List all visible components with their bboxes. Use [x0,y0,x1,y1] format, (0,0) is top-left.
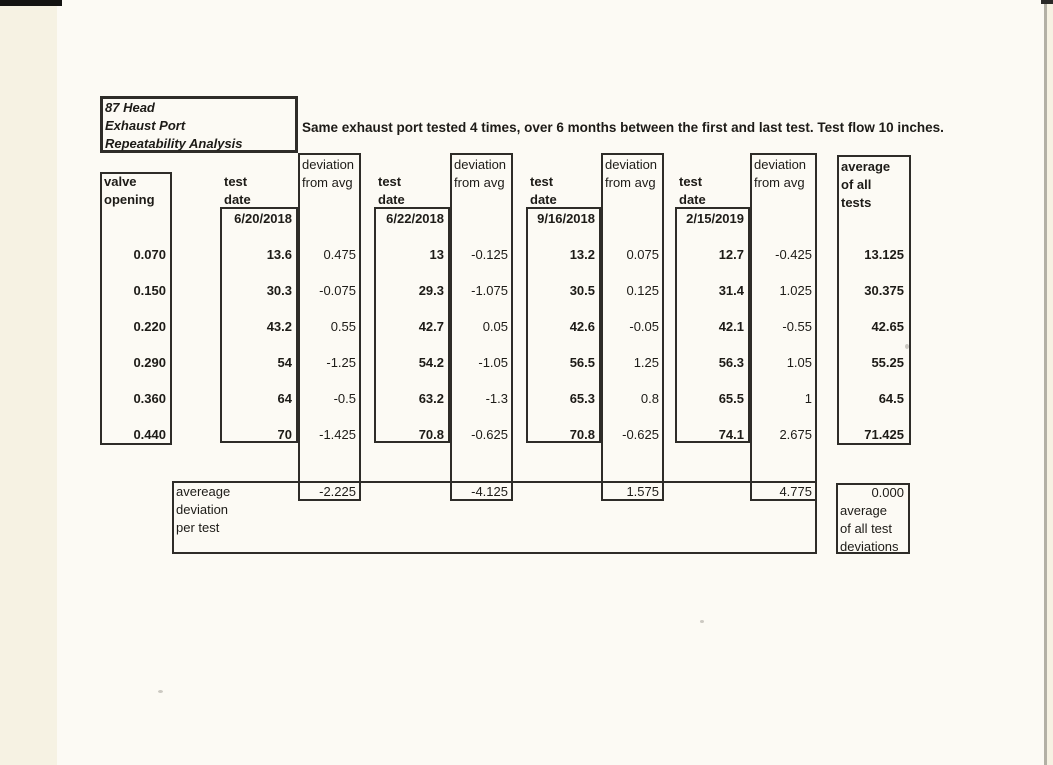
avg-deviation-value: -4.125 [471,484,508,499]
flow-value: 54.2 [418,355,444,370]
scan-speck [158,690,163,693]
flow-value: 13 [429,247,444,262]
deviation-value: -0.075 [319,283,356,298]
deviation-value: 0.55 [330,319,356,334]
valve-value: 0.220 [133,319,166,334]
flow-value: 74.1 [718,427,744,442]
flow-value: 42.6 [569,319,595,334]
deviation-value: 1.25 [633,355,659,370]
test-date-header: test date [530,174,557,207]
flow-value: 42.7 [418,319,444,334]
test-date: 6/20/2018 [234,211,292,226]
deviation-value: -0.625 [622,427,659,442]
overall-deviation-label: average of all test deviations [840,503,899,554]
test-date-header: test date [224,174,251,207]
deviation-value: 2.675 [779,427,812,442]
deviation-value: 0.05 [482,319,508,334]
valve-value: 0.070 [133,247,166,262]
valve-value: 0.290 [133,355,166,370]
valve-header [104,173,155,209]
flow-value: 65.3 [569,391,595,406]
deviation-header: deviation from avg [454,157,507,190]
test-date-header: test date [378,174,405,207]
flow-value: 30.5 [569,283,595,298]
deviation-value: -1.05 [478,355,508,370]
valve-value: 0.360 [133,391,166,406]
deviation-value: 0.075 [626,247,659,262]
scan-edge-right [1044,0,1047,765]
flow-value: 31.4 [718,283,744,298]
average-value: 64.5 [878,391,904,406]
test-date-header: test date [679,174,706,207]
scan-speck [700,620,704,623]
deviation-value: -1.25 [326,355,356,370]
flow-value: 56.5 [569,355,595,370]
valve-header-line: opening [104,192,155,207]
scan-mark-top-right [1041,0,1053,4]
subtitle-note: Same exhaust port tested 4 times, over 6 months between the first and last test. Test flow 10 inches. [302,120,944,135]
scan-strip-top [0,0,62,6]
test-date: 2/15/2019 [686,211,744,226]
flow-value: 30.3 [266,283,292,298]
flow-value: 54 [277,355,292,370]
deviation-value: -0.625 [471,427,508,442]
deviation-value: -0.05 [629,319,659,334]
deviation-value: -0.425 [775,247,812,262]
test-date: 6/22/2018 [386,211,444,226]
flow-value: 43.2 [266,319,292,334]
valve-value: 0.440 [133,427,166,442]
overall-deviation-value: 0.000 [871,485,904,500]
deviation-value: -0.125 [471,247,508,262]
deviation-value: 0.475 [323,247,356,262]
deviation-value: -1.425 [319,427,356,442]
flow-value: 29.3 [418,283,444,298]
deviation-value: 1.025 [779,283,812,298]
flow-value: 64 [277,391,292,406]
flow-value: 42.1 [718,319,744,334]
deviation-header: deviation from avg [302,157,355,190]
deviation-value: -0.55 [782,319,812,334]
valve-header-line: valve [104,174,137,189]
average-value: 55.25 [871,355,904,370]
title-line: Exhaust Port [105,118,186,133]
deviation-value: -1.3 [485,391,508,406]
flow-value: 56.3 [718,355,744,370]
valve-value: 0.150 [133,283,166,298]
average-value: 71.425 [864,427,904,442]
deviation-value: -0.5 [333,391,356,406]
page-title [105,99,243,153]
flow-value: 63.2 [418,391,444,406]
average-header: average of all tests [841,159,891,210]
title-line: 87 Head [105,100,155,115]
avg-deviation-value: -2.225 [319,484,356,499]
flow-value: 13.2 [569,247,595,262]
title-line: Repeatability Analysis [105,136,243,151]
average-value: 30.375 [864,283,904,298]
deviation-value: 1.05 [786,355,812,370]
average-value: 13.125 [864,247,904,262]
deviation-value: 1 [804,391,812,406]
avg-deviation-label: avereage deviation per test [176,484,231,535]
deviation-header: deviation from avg [754,157,807,190]
deviation-value: -1.075 [471,283,508,298]
flow-value: 70 [277,427,292,442]
deviation-value: 0.125 [626,283,659,298]
flow-value: 70.8 [569,427,595,442]
flow-value: 12.7 [718,247,744,262]
deviation-value: 0.8 [640,391,659,406]
flow-value: 65.5 [718,391,744,406]
flow-value: 13.6 [266,247,292,262]
test-date: 9/16/2018 [537,211,595,226]
flow-value: 70.8 [418,427,444,442]
avg-deviation-value: 4.775 [779,484,812,499]
avg-deviation-value: 1.575 [626,484,659,499]
average-value: 42.65 [871,319,904,334]
deviation-header: deviation from avg [605,157,658,190]
